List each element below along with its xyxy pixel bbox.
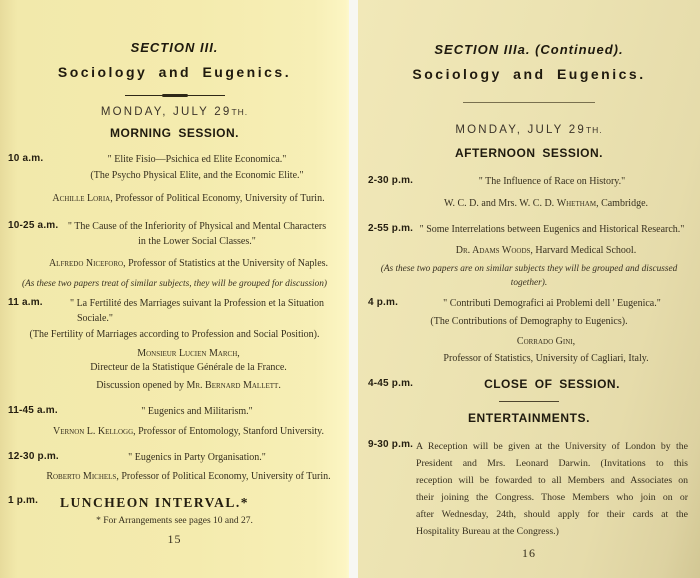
speaker-line — [398, 335, 694, 349]
date-heading — [358, 123, 700, 137]
entry-time: 4 p.m. — [368, 297, 399, 308]
session-heading: MORNING SESSION. — [109, 126, 239, 140]
speaker-name: Roberto Michels — [46, 471, 117, 482]
grouping-note: (As these two papers are on similar subjects they will be grouped and discussed — [380, 264, 678, 274]
speaker-line — [30, 470, 347, 484]
paper-title: " Eugenics and Militarism." — [141, 406, 253, 417]
entry-1025am — [0, 219, 349, 249]
speaker-name: Vernon L. Kellogg — [52, 426, 134, 437]
speaker-line — [30, 347, 347, 361]
date-text: MONDAY, JULY 29 — [455, 124, 586, 136]
entry-930pm — [358, 438, 700, 540]
entry-time: 11 a.m. — [8, 297, 43, 308]
divider-rule — [463, 102, 595, 103]
speaker-affiliation: , Professor of Entomology, Stanford University. — [133, 426, 325, 437]
entertainments-heading: ENTERTAINMENTS. — [467, 411, 591, 425]
speaker-title-line: Directeur de la Statistique Générale de la France. — [90, 362, 287, 373]
paper-title: " La Fertilité des Marriages suivant la Profession et la Situation — [69, 298, 325, 309]
reception-paragraph-line: President and Mrs. Leonard Darwin. (Invitations to this — [416, 458, 688, 469]
discussion-text: . — [278, 380, 281, 391]
page-number: 16 — [522, 546, 536, 560]
entry-time: 1 p.m. — [8, 495, 39, 506]
speaker-name: Whetham — [556, 198, 597, 209]
paper-title: in the Lower Social Classes." — [138, 236, 256, 247]
reception-paragraph-line: A Reception will be given at the University of London by the — [416, 441, 688, 452]
paper-title: " Eugenics in Party Organisation." — [128, 452, 266, 463]
speaker-text: W. C. D. and Mrs. W. C. D. — [443, 198, 557, 209]
section-title: SECTION III. — [130, 40, 219, 55]
speaker-line — [398, 244, 694, 258]
translation-line: (The Fertility of Marriages according to Profession and Social Position). — [29, 329, 320, 340]
reception-paragraph-line: Hospitality Bureau at the Congress.) — [416, 526, 559, 537]
speaker-affiliation: , Professor of Political Economy, University of Turin. — [110, 193, 325, 204]
speaker-name: Alfredo Niceforo — [48, 258, 124, 269]
entry-1pm — [0, 494, 349, 511]
grouping-note: (As these two papers treat of similar subjects, they will be grouped for discussion) — [21, 279, 328, 289]
date-ordinal: TH. — [231, 107, 249, 117]
entry-4pm — [358, 296, 700, 311]
entry-10am — [0, 152, 349, 183]
paper-title: " The Cause of the Inferiority of Physical and Mental Characters — [67, 221, 327, 232]
speaker-line — [30, 257, 347, 271]
entry-11am — [0, 296, 349, 326]
page-number: 15 — [167, 532, 182, 546]
paper-title-translation: (The Psycho Physical Elite, and the Economic Elite." — [90, 170, 304, 181]
entry-1145am — [0, 404, 349, 419]
paper-title: " Elite Fisio—Psichica ed Elite Economica." — [107, 154, 287, 165]
discussion-line — [30, 379, 347, 393]
entry-time: 10 a.m. — [8, 153, 44, 164]
session-heading: AFTERNOON SESSION. — [454, 146, 603, 160]
entry-230pm — [358, 174, 700, 189]
entry-255pm — [358, 222, 700, 237]
divider-rule — [499, 401, 559, 402]
speaker-name: Monsieur Lucien March, — [137, 348, 240, 359]
translation-line: (The Contributions of Demography to Eugenics). — [430, 316, 628, 327]
speaker-affiliation: , Harvard Medical School. — [530, 245, 637, 256]
date-heading — [0, 105, 349, 119]
entry-time: 10-25 a.m. — [8, 220, 59, 231]
paper-title: " The Influence of Race on History." — [478, 176, 626, 187]
close-of-session-heading: CLOSE OF SESSION. — [484, 377, 620, 391]
speaker-name: Corrado Gini, — [516, 336, 576, 347]
entry-1230pm — [0, 450, 349, 465]
speaker-line — [30, 425, 347, 439]
reception-paragraph-line: their joining the Congress. Those Members who join on or — [416, 492, 688, 503]
entry-time: 12-30 p.m. — [8, 451, 59, 462]
paper-title: " Contributi Demografici ai Problemi dell ' Eugenica." — [443, 298, 661, 309]
speaker-name: Dr. Adams Woods — [455, 245, 531, 256]
speaker-line — [30, 192, 347, 206]
luncheon-heading: LUNCHEON INTERVAL.* — [59, 495, 250, 510]
entry-time: 2-55 p.m. — [368, 223, 414, 234]
speaker-title-line: Professor of Statistics, University of Cagliari, Italy. — [443, 353, 649, 364]
reception-paragraph-line: after Wednesday, 24th, should apply for their cards at the — [416, 509, 688, 520]
date-text: MONDAY, JULY 29 — [100, 106, 232, 118]
speaker-affiliation: , Professor of Statistics at the University of Naples. — [123, 258, 329, 269]
speaker-affiliation: , Professor of Political Economy, University of Turin. — [116, 471, 331, 482]
date-ordinal: TH. — [585, 125, 603, 135]
entry-time: 4-45 p.m. — [368, 378, 414, 389]
entry-time: 2-30 p.m. — [368, 175, 414, 186]
entry-445pm — [358, 377, 700, 392]
entry-time: 9-30 p.m. — [368, 439, 414, 450]
grouping-note: together). — [510, 277, 548, 288]
discussion-opener-name: Mr. Bernard Mallett — [186, 380, 279, 391]
page-subtitle: Sociology and Eugenics. — [412, 66, 646, 82]
left-page — [0, 0, 349, 578]
page-subtitle: Sociology and Eugenics. — [57, 64, 292, 80]
footnote: * For Arrangements see pages 10 and 27. — [96, 516, 253, 526]
speaker-line — [398, 197, 694, 211]
reception-paragraph-line: reception will be fowarded to all Members and Associates on — [416, 475, 688, 486]
discussion-text: Discussion opened by — [96, 380, 187, 391]
paper-title: " Some Interrelations between Eugenics and Historical Research." — [419, 224, 685, 235]
entry-time: 11-45 a.m. — [8, 405, 58, 416]
ornament-divider — [125, 93, 225, 98]
paper-title: Sociale." — [77, 313, 114, 324]
right-page — [358, 0, 700, 578]
speaker-name: Achille Loria — [52, 193, 111, 204]
speaker-affiliation: , Cambridge. — [596, 198, 649, 209]
section-title: SECTION IIIa. (Continued). — [434, 42, 624, 57]
